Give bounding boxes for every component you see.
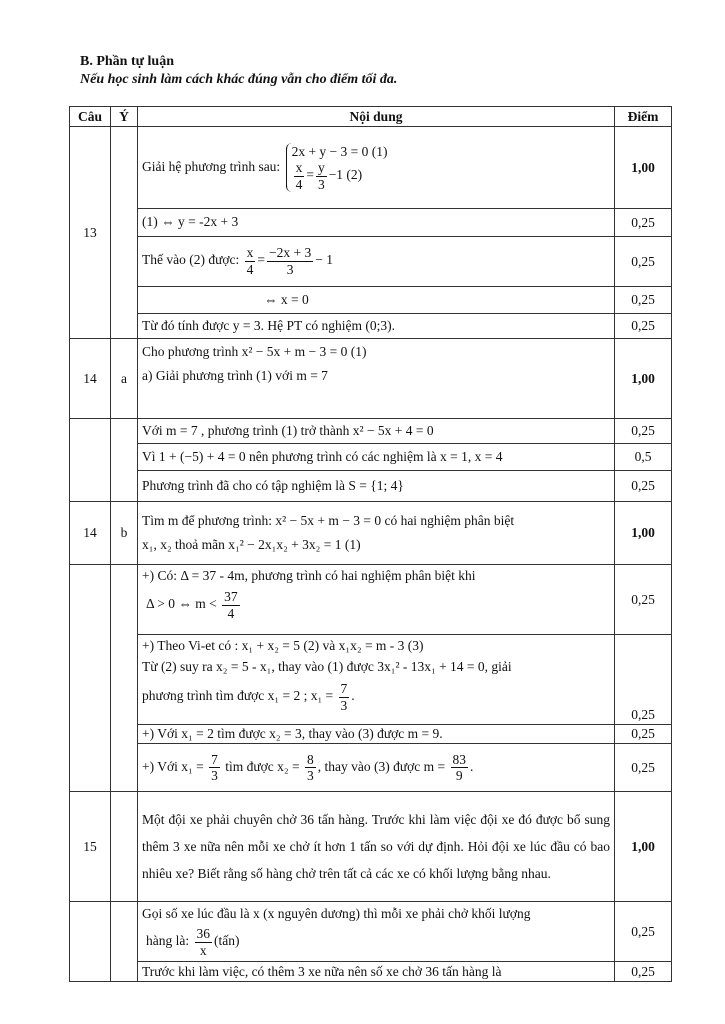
q14b-step-2-text <box>138 635 615 725</box>
section-heading: B. Phần tự luận <box>80 54 174 69</box>
q15-step-1-num: 36 <box>196 926 210 942</box>
q15-step-1-den: x <box>199 942 207 958</box>
q13-step-2 <box>70 237 672 287</box>
q13-step-2-num1: x <box>246 245 254 261</box>
q14b-step-4-den2: 3 <box>306 768 314 784</box>
q15-step-2-points: 0,25 <box>615 962 672 982</box>
q13-step-2-points: 0,25 <box>615 237 672 287</box>
q14b-step-3 <box>70 725 672 744</box>
q14b-step-4-num2: 8 <box>306 751 314 767</box>
q14b-step-1-text <box>138 565 615 635</box>
q13-eq1: 2x + y − 3 = 0 (1) <box>291 143 388 159</box>
q14a-step-3 <box>70 471 672 502</box>
q14b-step-2-num: 7 <box>340 681 348 697</box>
q14b-step-4 <box>70 744 672 792</box>
q15-step-1-points: 0,25 <box>615 902 672 962</box>
q14b-step-4-b: tìm được x₂ = <box>225 758 300 774</box>
q14b-line-1: Tìm m để phương trình: x² − 5x + m − 3 = 0 có hai nghiệm phân biệt <box>142 512 515 528</box>
q15-step-1-post: (tấn) <box>214 933 240 949</box>
q14b-step-4-num3: 83 <box>452 751 467 767</box>
q14a-step-3-text: Phương trình đã cho có tập nghiệm là S = {1; 4} <box>138 471 615 502</box>
q13-eq2-tail: −1 (2) <box>328 167 363 183</box>
q15-step-1-line-1: Gọi số xe lúc đầu là x (x nguyên dương) thì mỗi xe phải chở khối lượng <box>142 906 531 922</box>
q14b-step-2-points: 0,25 <box>615 635 672 725</box>
q14b-step-2-end: . <box>351 688 355 704</box>
q13-problem <box>138 127 615 209</box>
q14a-problem <box>138 339 615 419</box>
q13-eq2-num1: x <box>295 160 303 176</box>
q14a-number: 14 <box>70 339 111 419</box>
q14b-line-2: x₁, x₂ thoả mãn x₁² − 2x₁x₂ + 3x₂ = 1 (1) <box>142 537 361 552</box>
q13-number: 13 <box>70 127 111 339</box>
q15-step-1 <box>70 902 672 962</box>
q13-eq2-den2: 3 <box>317 176 325 192</box>
q14a-points: 1,00 <box>615 339 672 419</box>
q13-step-4-points: 0,25 <box>615 314 672 339</box>
answer-table <box>69 106 672 982</box>
q14b-step-4-end: . <box>470 758 474 774</box>
q13-eq2-den1: 4 <box>295 176 303 192</box>
q15-number: 15 <box>70 792 111 902</box>
q14b-part: b <box>111 502 138 565</box>
q14b-problem-row <box>70 502 672 565</box>
q14b-step-2 <box>70 635 672 725</box>
q13-prompt: Giải hệ phương trình sau: <box>142 158 281 174</box>
q14a-step-1-points: 0,25 <box>615 419 672 444</box>
q13-step-2-num2: −2x + 3 <box>269 245 312 261</box>
q15-part <box>111 792 138 902</box>
q15-step-2 <box>70 962 672 982</box>
q15-step-1-pre: hàng là: <box>146 933 190 949</box>
q13-step-2-pre: Thế vào (2) được: <box>142 252 240 268</box>
q14a-step-1 <box>70 419 672 444</box>
q13-step-4 <box>70 314 672 339</box>
q14b-step-2-den: 3 <box>340 697 348 713</box>
q14a-problem-row <box>70 339 672 419</box>
q14a-step-1-text: Với m = 7 , phương trình (1) trở thành x² − 5x + 4 = 0 <box>138 419 615 444</box>
q14a-step-3-points: 0,25 <box>615 471 672 502</box>
q15-points: 1,00 <box>615 792 672 902</box>
q14b-step-2-line-2: Từ (2) suy ra x₂ = 5 - x₁, thay vào (1) được 3x₁² - 13x₁ + 14 = 0, giải <box>142 659 512 675</box>
col-header-diem: Điểm <box>615 107 672 127</box>
q14b-step-1-points: 0,25 <box>615 565 672 635</box>
q13-system <box>286 143 388 193</box>
col-header-y: Ý <box>111 107 138 127</box>
q14b-step-4-den3: 9 <box>455 768 463 784</box>
q14b-step-1-num: 37 <box>224 589 238 605</box>
q14b-problem <box>138 502 615 565</box>
q13-eq2 <box>292 160 388 192</box>
q14a-line-1: Cho phương trình x² − 5x + m − 3 = 0 (1) <box>142 344 367 359</box>
q13-eq2-eq: = <box>306 167 314 183</box>
q14b-step-4-c: , thay vào (3) được m = <box>317 758 446 774</box>
q13-step-1 <box>70 209 672 237</box>
q13-step-4-text: Từ đó tính được y = 3. Hệ PT có nghiệm (0;3). <box>138 314 615 339</box>
q13-step-3 <box>70 287 672 314</box>
q13-step-2-text <box>138 237 615 287</box>
q15-problem-row <box>70 792 672 902</box>
q15-step-1-line-2 <box>142 926 610 958</box>
grading-note: Nếu học sinh làm cách khác đúng vẫn cho điểm tối đa. <box>80 72 398 87</box>
q15-step-1-text <box>138 902 615 962</box>
q14b-step-2-pre: phương trình tìm được x₁ = 2 ; x₁ = <box>142 688 334 704</box>
q14b-step-4-num1: 7 <box>211 751 218 767</box>
q14b-step-1-pre: Δ > 0 ⇔ m < <box>146 596 217 612</box>
q14b-number: 14 <box>70 502 111 565</box>
q13-step-2-eq: = <box>257 252 266 268</box>
q14a-line-2: a) Giải phương trình (1) với m = 7 <box>142 368 328 384</box>
q14b-step-2-line-3 <box>142 681 610 713</box>
q14b-step-4-den1: 3 <box>211 768 218 784</box>
col-header-cau: Câu <box>70 107 111 127</box>
q14b-step-1 <box>70 565 672 635</box>
q14b-step-3-points: 0,25 <box>615 725 672 744</box>
q13-step-2-tail: − 1 <box>315 252 334 268</box>
q13-points: 1,00 <box>615 127 672 209</box>
q14b-step-1-line-1: +) Có: Δ = 37 - 4m, phương trình có hai nghiệm phân biệt khi <box>142 568 476 583</box>
q14a-part: a <box>111 339 138 419</box>
q15-problem: Một đội xe phải chuyên chở 36 tấn hàng. Trước khi làm việc đội xe đó được bổ sung thêm 3 xe nữa nên mỗi xe chở ít hơn 1 tấn so với dự định. Hỏi đội xe lúc đầu có bao nhiêu xe? Biết rằng số hàng chở trên tất cả các xe có khối lượng bằng nhau. <box>138 792 615 902</box>
q13-eq2-num2: y <box>317 160 325 176</box>
q14b-step-4-text <box>138 744 615 792</box>
q14b-step-4-a: +) Với x₁ = <box>142 758 204 774</box>
q13-step-3-points: 0,25 <box>615 287 672 314</box>
q14a-step-2 <box>70 444 672 471</box>
q14b-points: 1,00 <box>615 502 672 565</box>
q13-problem-row <box>70 127 672 209</box>
q14b-step-3-text: +) Với x₁ = 2 tìm được x₂ = 3, thay vào (3) được m = 9. <box>138 725 615 744</box>
header-row <box>70 107 672 127</box>
q14b-step-4-points: 0,25 <box>615 744 672 792</box>
q15-step-2-text: Trước khi làm việc, có thêm 3 xe nữa nên số xe chở 36 tấn hàng là <box>138 962 615 982</box>
q14a-step-2-points: 0,5 <box>615 444 672 471</box>
q13-step-1-text: (1) ⇔ y = -2x + 3 <box>138 209 615 237</box>
q13-part <box>111 127 138 339</box>
q14b-step-1-den: 4 <box>227 605 235 621</box>
q14b-step-2-line-1: +) Theo Vi-et có : x₁ + x₂ = 5 (2) và x₁x₂ = m - 3 (3) <box>142 638 424 653</box>
q13-step-1-points: 0,25 <box>615 209 672 237</box>
q14b-step-1-line-2 <box>142 589 610 621</box>
q13-step-3-text: ⇔ x = 0 <box>138 287 615 314</box>
q13-step-2-den1: 4 <box>246 262 254 277</box>
q14a-step-2-text: Vì 1 + (−5) + 4 = 0 nên phương trình có các nghiệm là x = 1, x = 4 <box>138 444 615 471</box>
q13-step-2-den2: 3 <box>286 262 294 277</box>
col-header-noi-dung: Nội dung <box>138 107 615 127</box>
